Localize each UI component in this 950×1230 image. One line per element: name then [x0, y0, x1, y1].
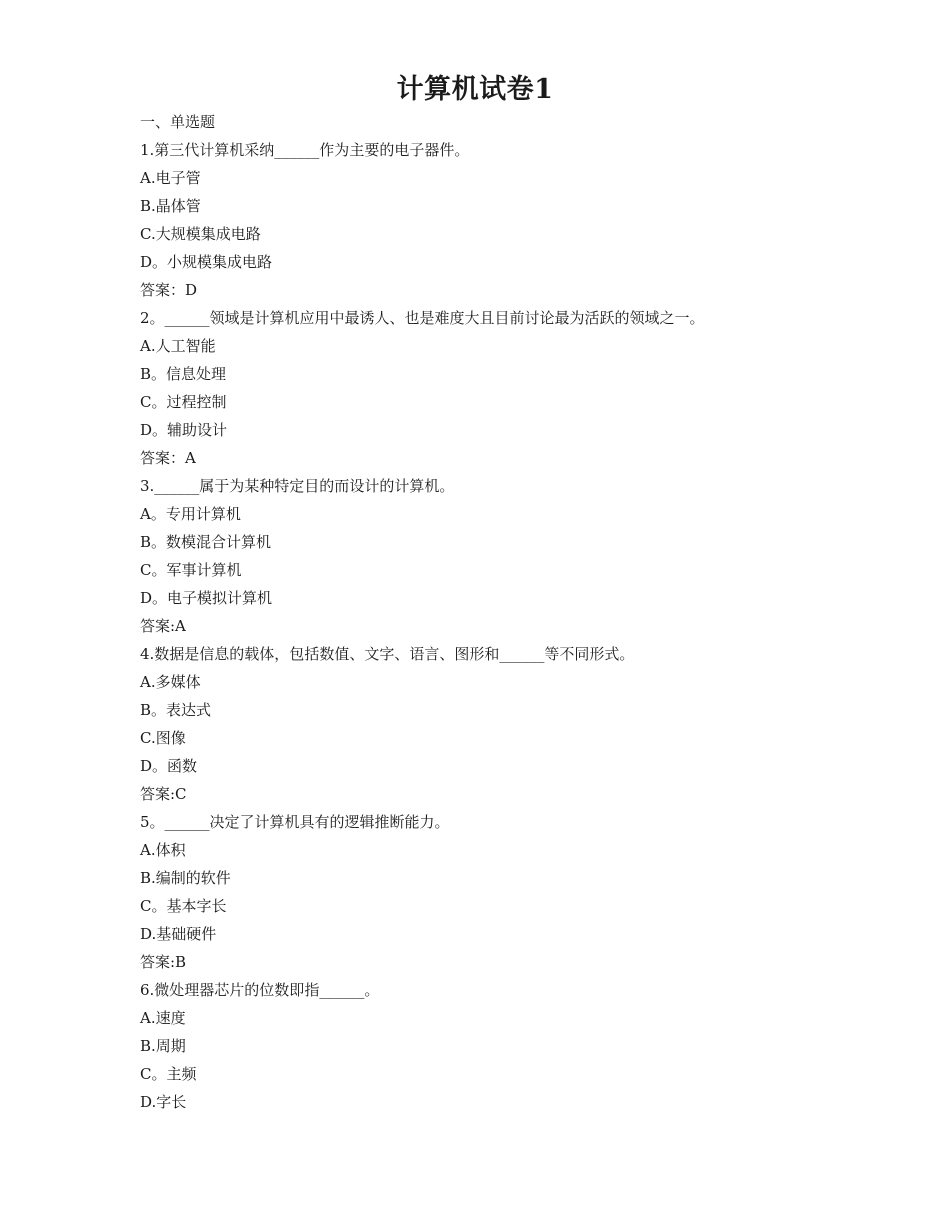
document-title: 计算机试卷1 [396, 74, 554, 105]
question-block [140, 472, 860, 640]
question-block [140, 976, 860, 1116]
question-stem: 1.第三代计算机采纳______作为主要的电子器件。 [140, 141, 470, 159]
option-a: A.多媒体 [140, 673, 201, 691]
option-d: D。电子模拟计算机 [140, 589, 273, 607]
option-b: B。信息处理 [140, 365, 227, 383]
answer: 答案：A [140, 449, 196, 467]
option-d: D。函数 [140, 757, 198, 775]
question-stem: 4.数据是信息的载体，包括数值、文字、语言、图形和______等不同形式。 [140, 645, 635, 663]
question-stem: 6.微处理器芯片的位数即指______。 [140, 981, 380, 999]
question-stem: 2。______领域是计算机应用中最诱人、也是难度大且目前讨论最为活跃的领域之一。 [140, 309, 705, 327]
question-block [140, 640, 860, 808]
answer: 答案:A [140, 617, 186, 635]
document-body [140, 108, 860, 1116]
question-block [140, 304, 860, 472]
option-c: C。过程控制 [140, 393, 227, 411]
question-stem: 5。______决定了计算机具有的逻辑推断能力。 [140, 813, 450, 831]
option-a: A.电子管 [140, 169, 201, 187]
option-b: B.编制的软件 [140, 869, 231, 887]
option-a: A.人工智能 [140, 337, 216, 355]
option-c: C。军事计算机 [140, 561, 242, 579]
option-c: C。主频 [140, 1065, 197, 1083]
answer: 答案：D [140, 281, 198, 299]
option-b: B。数模混合计算机 [140, 533, 272, 551]
option-a: A.速度 [140, 1009, 186, 1027]
option-d: D.基础硬件 [140, 925, 217, 943]
question-block [140, 808, 860, 976]
option-a: A。专用计算机 [140, 505, 241, 523]
option-c: C.大规模集成电路 [140, 225, 261, 243]
option-b: B。表达式 [140, 701, 212, 719]
section-heading: 一、单选题 [140, 113, 216, 131]
answer: 答案:C [140, 785, 187, 803]
option-d: D.字长 [140, 1093, 187, 1111]
option-b: B.晶体管 [140, 197, 201, 215]
option-a: A.体积 [140, 841, 186, 859]
option-c: C.图像 [140, 729, 186, 747]
option-c: C。基本字长 [140, 897, 227, 915]
question-stem: 3.______属于为某种特定目的而设计的计算机。 [140, 477, 455, 495]
answer: 答案:B [140, 953, 187, 971]
option-b: B.周期 [140, 1037, 186, 1055]
option-d: D。小规模集成电路 [140, 253, 273, 271]
question-block [140, 136, 860, 304]
option-d: D。辅助设计 [140, 421, 228, 439]
